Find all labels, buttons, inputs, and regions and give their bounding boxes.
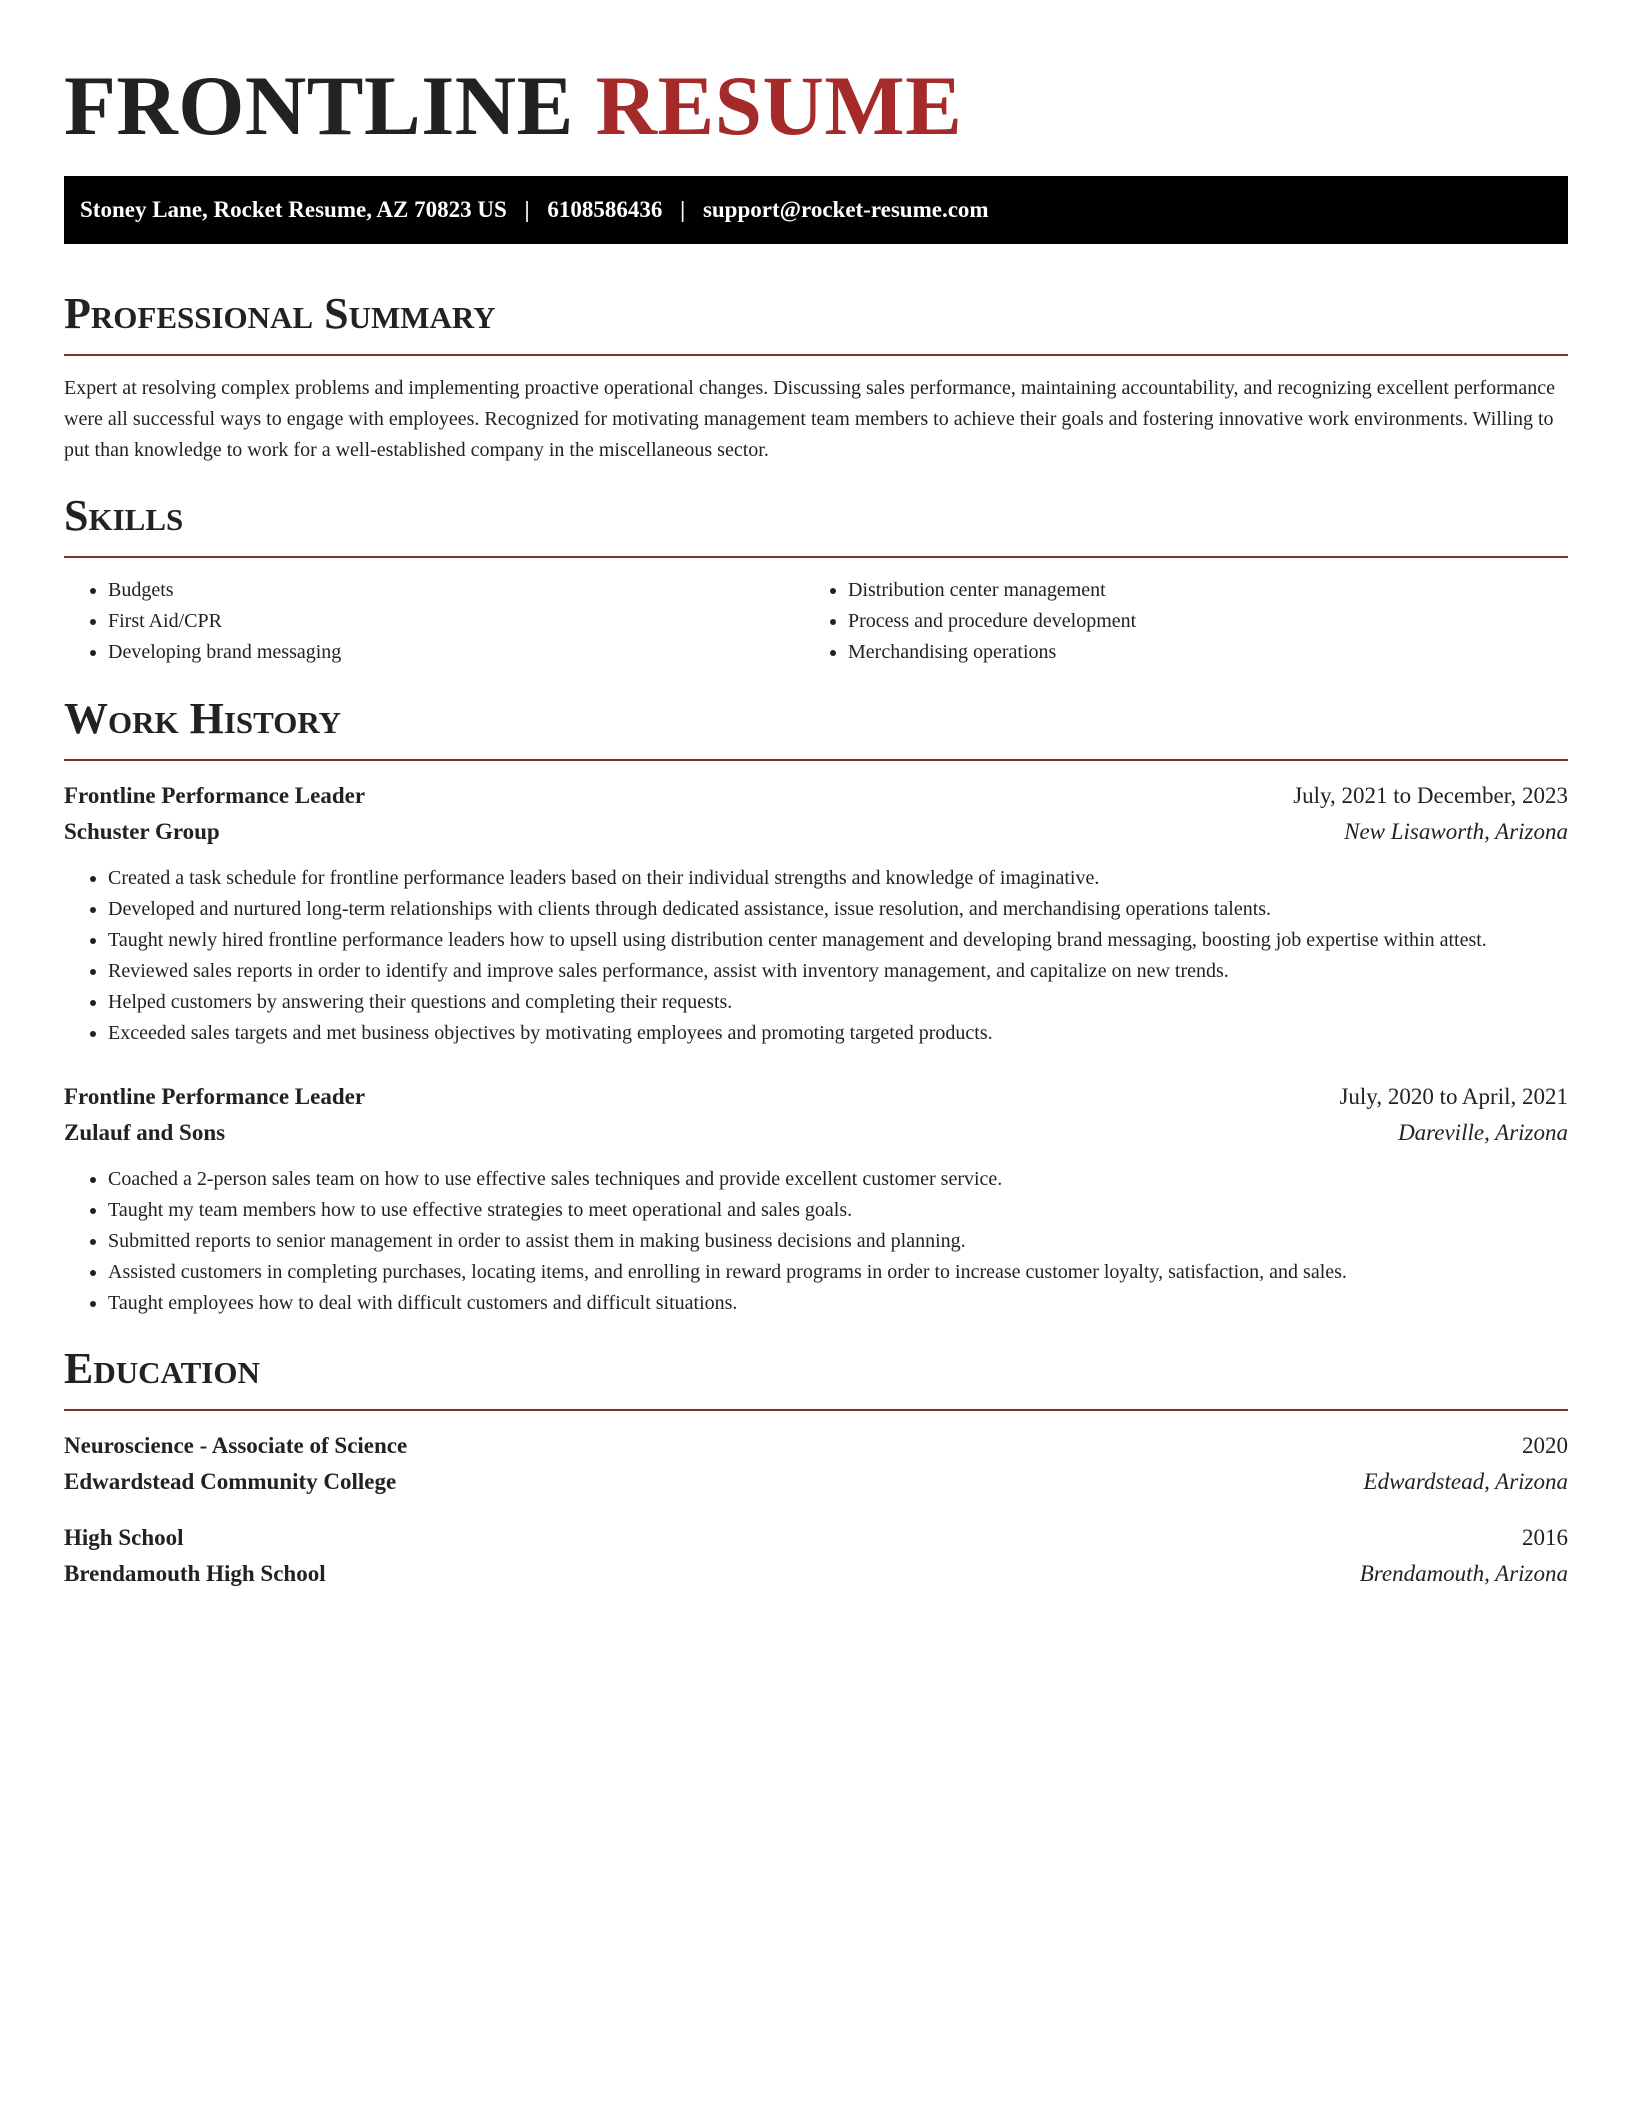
job-dates: July, 2021 to December, 2023 [1293,783,1568,808]
job-bullet: • Created a task schedule for frontline performance leaders based on their individual strengths and knowledge of imaginative. [108,863,1568,894]
education-school: Edwardstead Community College [64,1469,397,1494]
job-entry [64,778,1568,1049]
skill-item: • Developing brand messaging [108,637,804,668]
resume-title [64,56,1568,156]
education-entry [64,1428,1568,1500]
skill-item: • Distribution center management [848,575,1544,606]
contact-phone[interactable]: 6108586436 [547,197,663,222]
contact-email[interactable]: support@rocket-resume.com [702,197,989,222]
job-location: New Lisaworth, Arizona [1344,819,1568,844]
job-company: Schuster Group [64,819,220,844]
job-bullet: • Reviewed sales reports in order to identify and improve sales performance, assist with inventory management, and capitalize on new trends. [108,956,1568,987]
education-school: Brendamouth High School [64,1561,326,1586]
job-bullet: • Submitted reports to senior management in order to assist them in making business decisions and planning. [108,1226,1568,1257]
job-dates: July, 2020 to April, 2021 [1339,1084,1568,1109]
skills-column-right [804,575,1544,668]
title-second-word: RESUME [595,59,963,153]
education-degree-row [64,1520,1568,1556]
skills-heading: Skills [64,490,1568,558]
job-bullet: • Taught employees how to deal with difficult customers and difficult situations. [108,1288,1568,1319]
job-bullet: • Assisted customers in completing purchases, locating items, and enrolling in reward programs in order to increase customer loyalty, satisfaction, and sales. [108,1257,1568,1288]
skills-list [64,575,1568,668]
job-title: Frontline Performance Leader [64,1084,366,1109]
professional-summary-heading: Professional Summary [64,288,1568,356]
job-bullet: • Helped customers by answering their questions and completing their requests. [108,987,1568,1018]
skill-item: • First Aid/CPR [108,606,804,637]
job-bullet: • Taught newly hired frontline performance leaders how to upsell using distribution center management and developing brand messaging, boosting job expertise within attest. [108,925,1568,956]
professional-summary-text: Expert at resolving complex problems and implementing proactive operational changes. Discussing sales performance, maintaining accountability, and recognizing excellent performance were all successful ways to engage with employees. Recognized for motivating management team members to achieve their goals and fostering innovative work environments. Willing to put than knowledge to work for a well-established company in the miscellaneous sector. [64,377,1555,461]
job-entry [64,1079,1568,1319]
job-company: Zulauf and Sons [64,1120,226,1145]
education-year: 2020 [1522,1433,1568,1458]
job-bullets [64,863,1568,1049]
job-bullet: • Developed and nurtured long-term relationships with clients through dedicated assistance, issue resolution, and merchandising operations talents. [108,894,1568,925]
skill-item: • Budgets [108,575,804,606]
job-bullets [64,1164,1568,1319]
skill-item: • Process and procedure development [848,606,1544,637]
education-entry [64,1520,1568,1592]
education-school-row [64,1464,1568,1500]
contact-separator: | [680,197,686,222]
education-degree-row [64,1428,1568,1464]
education-degree: Neuroscience - Associate of Science [64,1433,408,1458]
skill-item: • Merchandising operations [848,637,1544,668]
contact-separator: | [524,197,530,222]
education-degree: High School [64,1525,184,1550]
job-company-row [64,814,1568,850]
job-location: Dareville, Arizona [1398,1120,1568,1145]
skills-column-left [64,575,804,668]
title-first-word: FRONTLINE [64,59,574,153]
work-history-heading: Work History [64,693,1568,761]
job-company-row [64,1115,1568,1151]
job-title: Frontline Performance Leader [64,783,366,808]
education-heading: Education [64,1343,1568,1411]
education-location: Edwardstead, Arizona [1363,1469,1568,1494]
education-school-row [64,1556,1568,1592]
education-year: 2016 [1522,1525,1568,1550]
resume-page [64,0,1568,1592]
job-title-row [64,778,1568,814]
job-bullet: • Coached a 2-person sales team on how to use effective sales techniques and provide excellent customer service. [108,1164,1568,1195]
job-bullet: • Exceeded sales targets and met business objectives by motivating employees and promoting targeted products. [108,1018,1568,1049]
job-title-row [64,1079,1568,1115]
job-bullet: • Taught my team members how to use effective strategies to meet operational and sales goals. [108,1195,1568,1226]
contact-address: Stoney Lane, Rocket Resume, AZ 70823 US [80,197,507,222]
education-location: Brendamouth, Arizona [1359,1561,1568,1586]
contact-bar [64,176,1568,244]
